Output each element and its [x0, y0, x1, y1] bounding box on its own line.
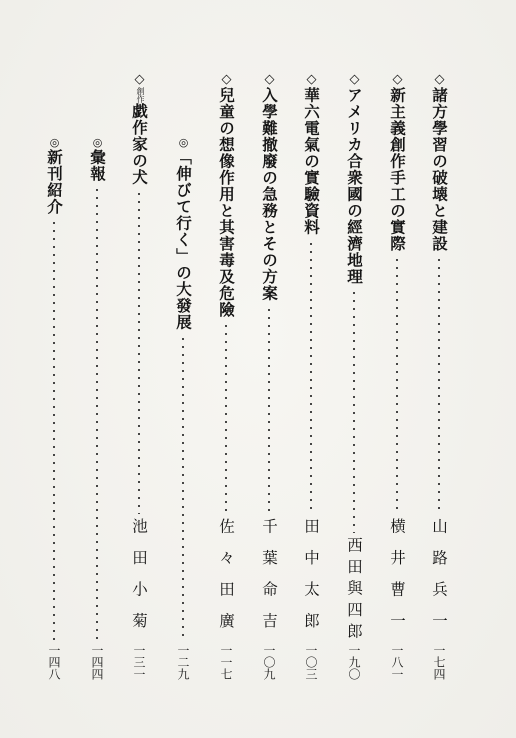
toc-entry — [172, 136, 194, 680]
entry-author: 山路兵一 — [430, 518, 448, 644]
entry-author: 千葉命吉 — [260, 518, 278, 644]
entry-title: 新刊紹介 — [45, 149, 64, 215]
toc-entry — [258, 72, 280, 680]
entry-title: 「伸びて行く」の大發展 — [174, 149, 193, 331]
dot-leader — [258, 306, 280, 515]
box-marker-icon: ◎ — [91, 136, 104, 149]
toc-entry — [215, 72, 237, 680]
entry-page: 一一七 — [219, 644, 233, 680]
entry-author: 田中太郎 — [302, 518, 320, 644]
entry-page: 一七四 — [432, 644, 446, 680]
entry-page: 一〇三 — [304, 644, 318, 680]
entry-title: 華六電氣の實驗資料 — [302, 87, 321, 236]
entry-author: 西田與四郎 — [345, 536, 363, 644]
dot-leader — [343, 289, 365, 533]
diamond-marker-icon: ◇ — [390, 72, 405, 87]
dot-leader — [172, 335, 194, 641]
dot-leader — [386, 256, 408, 514]
entry-page: 一四八 — [47, 644, 61, 680]
toc-entry — [428, 72, 450, 680]
entry-title: 入學難撤廢の急務とその方案 — [260, 87, 279, 302]
box-marker-icon: ◎ — [48, 136, 61, 149]
dot-leader — [428, 256, 450, 514]
entry-author: 横井曹一 — [388, 518, 406, 644]
diamond-marker-icon: ◇ — [132, 72, 147, 87]
entry-page: 一九〇 — [347, 644, 361, 680]
entry-page: 一〇九 — [262, 644, 276, 680]
diamond-marker-icon: ◇ — [219, 72, 234, 87]
toc-entry — [300, 72, 322, 680]
category-label: 創作 — [136, 87, 145, 103]
dot-leader — [215, 322, 237, 514]
entry-title: 戯作家の犬 — [130, 103, 149, 186]
diamond-marker-icon: ◇ — [304, 72, 319, 87]
entry-page: 一二九 — [176, 644, 190, 680]
entry-title: アメリカ合衆國の經濟地理 — [345, 87, 364, 285]
toc-entry — [128, 72, 150, 680]
dot-leader — [43, 219, 65, 640]
entry-title: 兒童の想像作用と其害毒及危險 — [217, 87, 236, 318]
dot-leader — [86, 186, 108, 640]
toc-entry — [86, 136, 108, 680]
entry-title: 諸方學習の破壊と建設 — [430, 87, 449, 252]
dot-leader — [128, 190, 150, 515]
dot-leader — [300, 240, 322, 515]
toc-entry — [343, 72, 365, 680]
box-marker-icon: ◎ — [177, 136, 190, 149]
entry-page: 一四四 — [90, 644, 104, 680]
entry-author: 池田小菊 — [130, 518, 148, 644]
diamond-marker-icon: ◇ — [432, 72, 447, 87]
entry-author: 佐々田廣 — [217, 518, 235, 644]
toc-entry — [43, 136, 65, 680]
toc-entry — [386, 72, 408, 680]
entry-page: 一八一 — [390, 644, 404, 680]
entry-title: 彙報 — [88, 149, 107, 182]
entry-page: 一三一 — [132, 644, 146, 680]
diamond-marker-icon: ◇ — [262, 72, 277, 87]
entry-title: 新主義創作手工の實際 — [388, 87, 407, 252]
diamond-marker-icon: ◇ — [347, 72, 362, 87]
